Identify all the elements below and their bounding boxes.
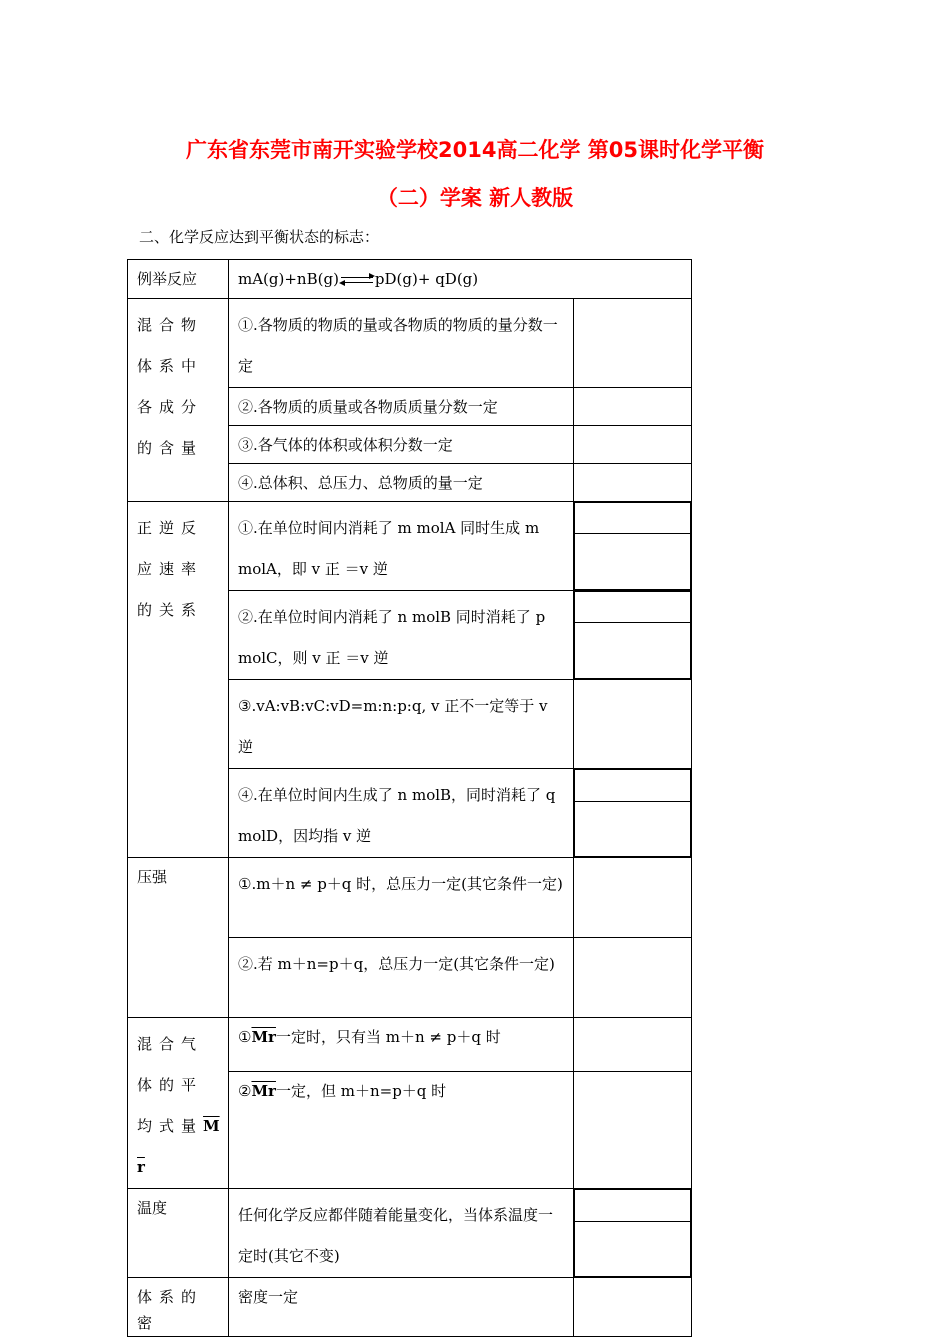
table-row <box>128 1278 692 1337</box>
category-label: 压强 <box>137 868 168 886</box>
condition-text: 任何化学反应都伴随着能量变化，当体系温度一定时(其它不变) <box>238 1206 554 1265</box>
answer-cell <box>574 591 692 680</box>
condition-text: ②.各物质的质量或各物质质量分数一定 <box>238 398 498 416</box>
answer-cell <box>574 502 692 591</box>
category-label: 温度 <box>137 1199 168 1217</box>
condition-text: ②.在单位时间内消耗了 n molB 同时消耗了 p molC，则 v 正 ＝v 逆 <box>238 608 546 667</box>
condition-text: ③.vA:vB:vC:vD=m:n:p:q, v 正不一定等于 v 逆 <box>238 697 548 756</box>
answer-cell <box>574 1071 692 1188</box>
answer-subcell <box>575 503 691 534</box>
condition-cell <box>229 858 574 938</box>
answer-subcell <box>575 534 691 590</box>
answer-cell <box>574 769 692 858</box>
equilibrium-criteria-table <box>127 259 692 1337</box>
condition-cell <box>229 388 574 426</box>
table-header-row <box>128 260 692 299</box>
item-number: ② <box>238 1081 252 1100</box>
table-row <box>128 502 692 591</box>
category-label <box>128 1018 228 1188</box>
answer-subcell <box>575 1222 691 1277</box>
condition-cell <box>229 1071 574 1188</box>
answer-subcell <box>575 623 691 679</box>
condition-text: ②.若 m＋n=p＋q，总压力一定(其它条件一定) <box>238 955 555 973</box>
document-title-line-2: （二）学案 新人教版 <box>376 186 574 210</box>
answer-cell <box>574 299 692 388</box>
answer-cell <box>574 1278 692 1337</box>
condition-text-body: 一定时，只有当 m＋n ≠ p＋q 时 <box>275 1028 501 1046</box>
header-label-cell <box>128 260 229 299</box>
condition-cell <box>229 591 574 680</box>
document-title-line-1: 广东省东莞市南开实验学校2014高二化学 第05课时化学平衡 <box>186 138 764 162</box>
condition-cell <box>229 299 574 388</box>
category-cell <box>128 858 229 1018</box>
answer-cell <box>574 1189 692 1278</box>
condition-text: ①.各物质的物质的量或各物质的物质的量分数一定 <box>238 316 558 375</box>
category-cell <box>128 502 229 858</box>
category-label: 体系的密 <box>137 1288 204 1332</box>
reaction-right: pD(g)+ qD(g) <box>374 270 479 288</box>
condition-text <box>229 1072 573 1104</box>
answer-cell <box>574 938 692 1018</box>
table-row <box>128 299 692 388</box>
condition-text: ①.在单位时间内消耗了 m molA 同时生成 m molA，即 v 正 ＝v 逆 <box>238 519 540 578</box>
category-label: 混合物体系中各成分的含量 <box>137 316 204 457</box>
table-row <box>128 1018 692 1072</box>
answer-cell <box>574 388 692 426</box>
condition-text: ④.总体积、总压力、总物质的量一定 <box>238 474 483 492</box>
answer-cell <box>574 858 692 938</box>
mr-symbol: $\overline{Mr}$ <box>251 1028 276 1046</box>
category-cell <box>128 1278 229 1337</box>
header-label: 例举反应 <box>137 270 198 288</box>
answer-cell <box>574 426 692 464</box>
answer-subcell <box>575 1190 691 1222</box>
condition-text <box>229 1018 573 1050</box>
condition-cell <box>229 938 574 1018</box>
reaction-left: mA(g)+nB(g) <box>238 270 339 288</box>
condition-cell <box>229 426 574 464</box>
condition-cell <box>229 1018 574 1072</box>
answer-subcell <box>575 592 691 623</box>
reaction-equation <box>229 260 691 292</box>
reaction-cell <box>229 260 692 299</box>
category-cell <box>128 1018 229 1189</box>
mr-symbol: $\overline{Mr}$ <box>251 1081 276 1100</box>
condition-text: ①.m＋n ≠ p＋q 时，总压力一定(其它条件一定) <box>238 875 563 893</box>
category-cell <box>128 299 229 502</box>
answer-cell <box>574 680 692 769</box>
condition-cell <box>229 502 574 591</box>
condition-cell <box>229 769 574 858</box>
condition-text: ③.各气体的体积或体积分数一定 <box>238 436 453 454</box>
answer-subcell <box>575 770 691 802</box>
answer-cell <box>574 464 692 502</box>
condition-text: 密度一定 <box>238 1288 299 1306</box>
category-label-text: 混合气体的平均式量 <box>137 1035 204 1135</box>
condition-text: ④.在单位时间内生成了 n molB，同时消耗了 q molD，因均指 v 逆 <box>238 786 556 845</box>
condition-cell <box>229 1278 574 1337</box>
item-number: ① <box>238 1028 252 1046</box>
mr-symbol: $\overline{Mr}$ <box>137 1117 220 1176</box>
section-heading: 二、化学反应达到平衡状态的标志： <box>139 228 380 246</box>
equilibrium-arrow-icon <box>339 274 375 286</box>
table-row <box>128 858 692 938</box>
condition-cell <box>229 1189 574 1278</box>
answer-cell <box>574 1018 692 1072</box>
category-label: 正逆反应速率的关系 <box>137 519 204 619</box>
table-row <box>128 1189 692 1278</box>
category-cell <box>128 1189 229 1278</box>
condition-text-body: 一定，但 m＋n=p＋q 时 <box>275 1081 447 1100</box>
condition-cell <box>229 464 574 502</box>
answer-subcell <box>575 802 691 857</box>
condition-cell <box>229 680 574 769</box>
